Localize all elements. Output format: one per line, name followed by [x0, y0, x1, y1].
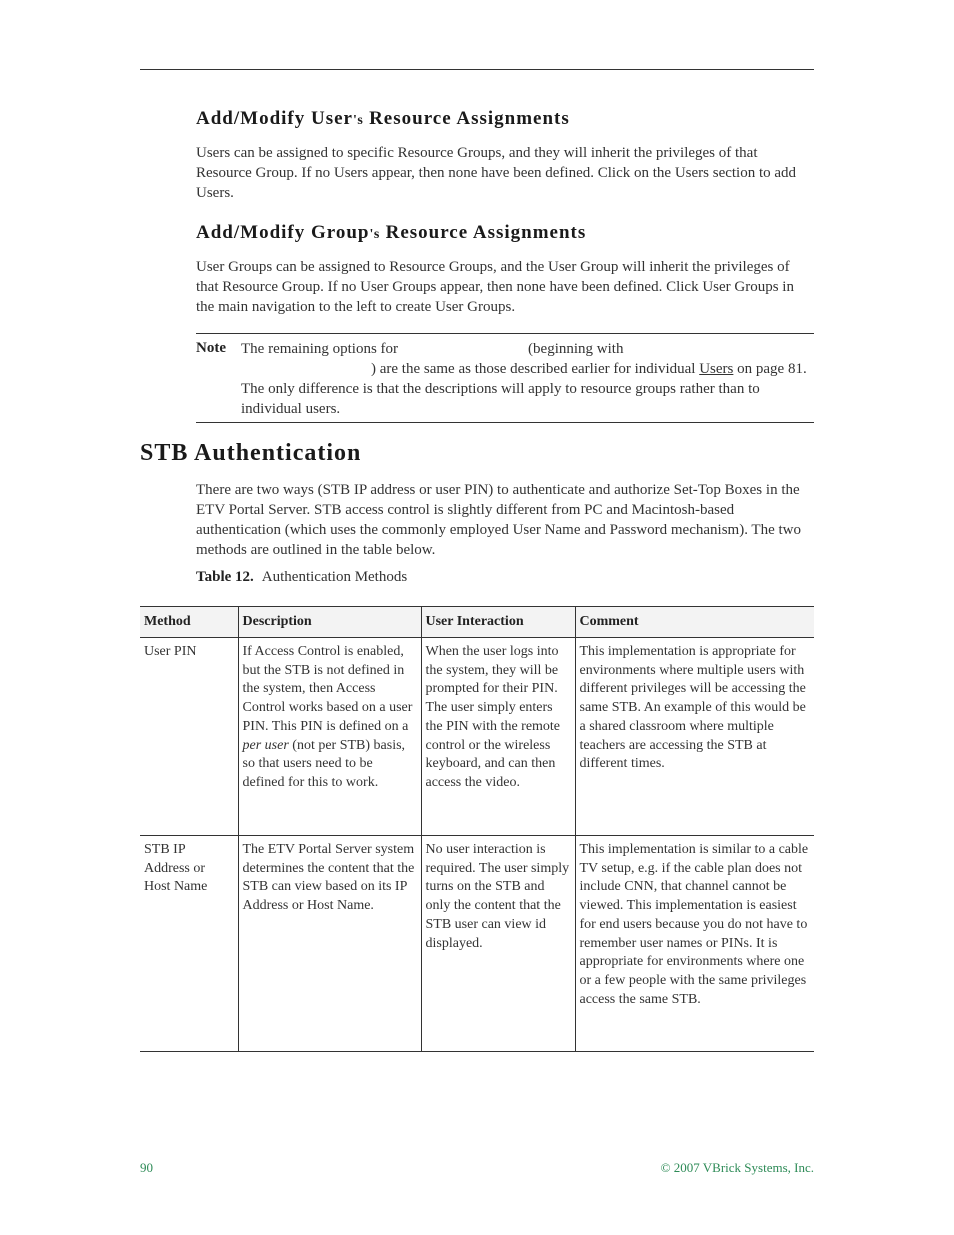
note-label: Note [196, 340, 226, 356]
page-number: 90 [140, 1160, 153, 1175]
cell-user-interaction: No user interaction is required. The user simply turns on the STB and only the content that the STB user can view id displayed. [421, 836, 575, 1052]
table-row [140, 836, 814, 1052]
stb-authentication-heading: STB Authentication [140, 440, 362, 466]
header-user-interaction: User Interaction [421, 607, 575, 638]
header-method: Method [140, 607, 238, 638]
header-description: Description [238, 607, 421, 638]
section-body-user-resource: Users can be assigned to specific Resource Groups, and they will inherit the privileges of that Resource Group. If no Users appear, then none have been defined. Click on the Users section to add Users. [196, 145, 797, 201]
cell-method: User PIN [140, 638, 238, 836]
section-heading-group-resource: Add/Modify Group's Resource Assignments [196, 222, 587, 243]
section-heading-user-resource: Add/Modify User's Resource Assignments [196, 108, 570, 129]
cell-comment: This implementation is appropriate for environments where multiple users with different privileges will be accessing the same STB. An example of this would be a shared classroom where multiple teachers are accessing the STB at different times. [575, 638, 814, 836]
cell-description: The ETV Portal Server system determines the content that the STB can view based on its IP Address or Host Name. [238, 836, 421, 1052]
table-header-row [140, 607, 814, 638]
cell-method: STB IP Address or Host Name [140, 836, 238, 1052]
header-comment: Comment [575, 607, 814, 638]
header-rule [140, 69, 814, 70]
authentication-methods-table [140, 606, 814, 1052]
table-row [140, 638, 814, 836]
cell-description: If Access Control is enabled, but the STB is not defined in the system, then Access Control works based on a user PIN. This PIN is defined on a per user (not per STB) basis, so that users need to be defined for this to work. [238, 638, 421, 836]
footer-copyright: © 2007 VBrick Systems, Inc. [660, 1160, 814, 1175]
note-text: The remaining options for (beginning with ) are the same as those described earlier for individual Users on page 81. The only difference is that the descriptions will apply to resource groups rather than to individual users. [241, 341, 807, 417]
users-link[interactable]: Users [699, 361, 734, 377]
cell-user-interaction: When the user logs into the system, they will be prompted for their PIN. The user simply enters the PIN with the remote control or the wireless keyboard, and can then access the video. [421, 638, 575, 836]
stb-authentication-body: There are two ways (STB IP address or user PIN) to authenticate and authorize Set-Top Boxes in the ETV Portal Server. STB access control is slightly different from PC and Macintosh-based authentication (which uses the commonly employed User Name and Password mechanism). The two methods are outlined in the table below. [196, 482, 801, 558]
table-caption: Table 12. Authentication Methods [196, 569, 408, 585]
note-box [196, 333, 814, 423]
cell-comment: This implementation is similar to a cable TV setup, e.g. if the cable plan does not include CNN, that channel cannot be viewed. This implementation is easiest for end users because you do not have to remember user names or PINs. It is appropriate for environments where one or a few people with the same privileges access the same STB. [575, 836, 814, 1052]
section-body-group-resource: User Groups can be assigned to Resource Groups, and the User Group will inherit the privileges of that Resource Group. If no User Groups appear, then none have been defined. Click User Groups in the main navigation to the left to create User Groups. [196, 259, 794, 315]
